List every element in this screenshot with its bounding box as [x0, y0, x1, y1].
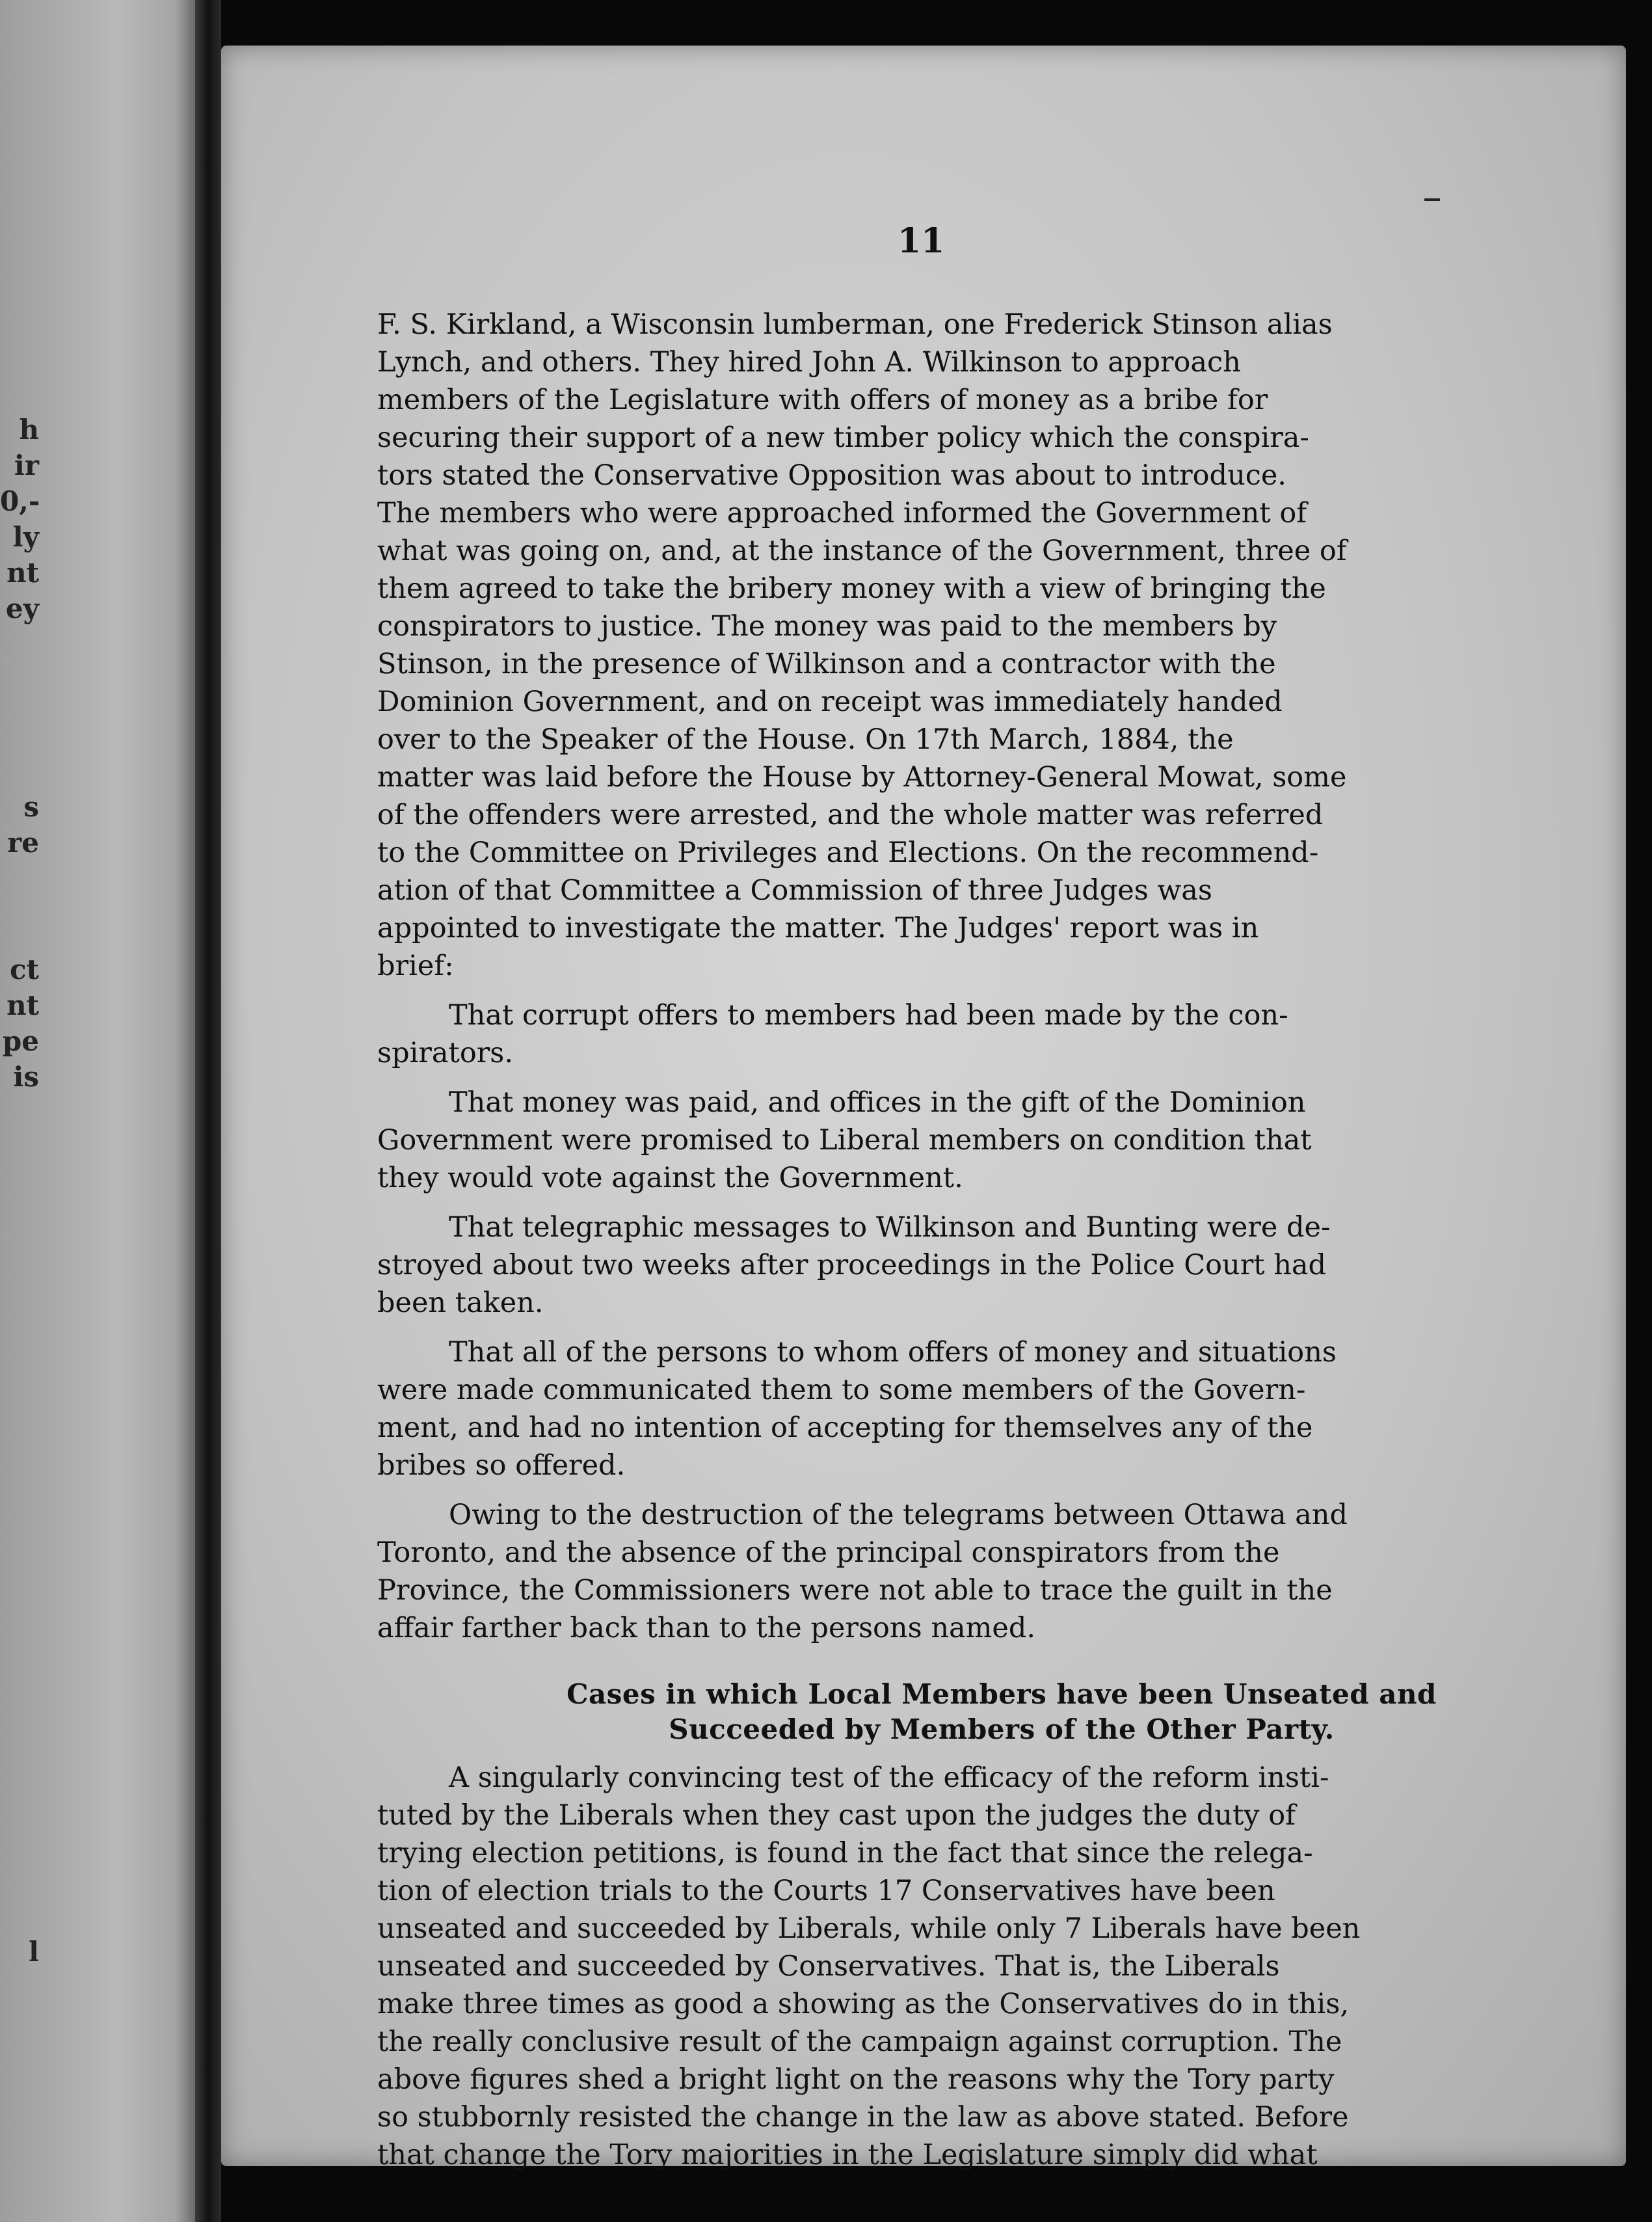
text-line: over to the Speaker of the House. On 17th March, 1884, the — [377, 723, 1234, 756]
paragraph — [377, 1084, 1626, 1197]
facing-page-fragment: nt — [7, 557, 39, 589]
paragraph — [377, 306, 1626, 985]
facing-page-fragment: 0,- — [0, 485, 40, 517]
facing-page-fragment: h — [19, 414, 39, 446]
text-line: members of the Legislature with offers of money as a bribe for — [377, 384, 1268, 416]
paragraph — [377, 1759, 1626, 2174]
text-line: tors stated the Conservative Opposition was about to introduce. — [377, 459, 1286, 492]
text-line: conspirators to justice. The money was paid to the members by — [377, 610, 1277, 643]
text-line: F. S. Kirkland, a Wisconsin lumberman, one Frederick Stinson alias — [377, 308, 1333, 341]
text-line: Owing to the destruction of the telegrams between Ottawa and — [449, 1499, 1348, 1531]
text-line: Government were promised to Liberal members on condition that — [377, 1124, 1312, 1157]
text-line: above figures shed a bright light on the reasons why the Tory party — [377, 2063, 1335, 2096]
text-line: affair farther back than to the persons named. — [377, 1612, 1036, 1644]
heading-line: Succeeded by Members of the Other Party. — [669, 1713, 1335, 1745]
text-line: so stubbornly resisted the change in the law as above stated. Before — [377, 2101, 1349, 2134]
facing-page-fragment: ct — [10, 954, 39, 985]
body-text — [377, 306, 1626, 2186]
paragraph — [377, 1333, 1626, 1484]
text-line: them agreed to take the bribery money with a view of bringing the — [377, 572, 1326, 605]
text-line: Toronto, and the absence of the principal conspirators from the — [377, 1536, 1280, 1569]
text-line: stroyed about two weeks after proceedings in the Police Court had — [377, 1249, 1327, 1281]
text-line: Lynch, and others. They hired John A. Wilkinson to approach — [377, 346, 1241, 379]
paragraph — [377, 1496, 1626, 1647]
text-line: securing their support of a new timber policy which the conspira- — [377, 422, 1309, 454]
text-line: trying election petitions, is found in the fact that since the relega- — [377, 1837, 1313, 1869]
text-line: tuted by the Liberals when they cast upon the judges the duty of — [377, 1799, 1296, 1832]
page-number: 11 — [898, 221, 945, 261]
text-line: been taken. — [377, 1287, 544, 1319]
text-line: Stinson, in the presence of Wilkinson and a contractor with the — [377, 648, 1276, 680]
facing-page-fragment: re — [7, 827, 39, 859]
text-line: make three times as good a showing as the Conservatives do in this, — [377, 1988, 1350, 2020]
facing-page-fragment: ey — [5, 593, 39, 624]
text-line: That corrupt offers to members had been made by the con- — [449, 999, 1288, 1032]
facing-page-fragment: ir — [14, 449, 39, 481]
text-line: spirators. — [377, 1037, 513, 1069]
ink-mark — [1424, 198, 1440, 201]
text-line: what was going on, and, at the instance of the Government, three of — [377, 535, 1347, 567]
heading-line: Cases in which Local Members have been Unseated and — [566, 1678, 1437, 1710]
book-gutter — [195, 0, 221, 2222]
facing-page-fragment: ly — [12, 521, 39, 553]
text-line: ation of that Committee a Commission of three Judges was — [377, 874, 1212, 907]
text-line: tion of election trials to the Courts 17 Conservatives have been — [377, 1875, 1275, 1907]
facing-page-fragment: pe — [2, 1025, 39, 1057]
text-line: to the Committee on Privileges and Elections. On the recommend- — [377, 837, 1319, 869]
text-line: The members who were approached informed the Government of — [377, 497, 1307, 529]
text-line: bribes so offered. — [377, 1449, 626, 1482]
text-line: matter was laid before the House by Attorney-General Mowat, some — [377, 761, 1347, 794]
text-line: That telegraphic messages to Wilkinson and Bunting were de- — [449, 1211, 1331, 1244]
text-line: that change the Tory majorities in the Legislature simply did what — [377, 2139, 1318, 2171]
text-line: That all of the persons to whom offers of money and situations — [449, 1336, 1337, 1369]
document-page — [221, 46, 1626, 2171]
text-line: they would vote against the Government. — [377, 1162, 963, 1194]
text-line: ment, and had no intention of accepting for themselves any of the — [377, 1412, 1313, 1444]
paragraph — [377, 1209, 1626, 1322]
text-line: appointed to investigate the matter. The Judges' report was in — [377, 912, 1259, 944]
facing-page-edge — [0, 0, 195, 2222]
facing-page-fragment: s — [23, 791, 39, 823]
text-line: unseated and succeeded by Conservatives. That is, the Liberals — [377, 1950, 1280, 1983]
facing-page-fragment: l — [29, 1936, 39, 1968]
text-line: unseated and succeeded by Liberals, while only 7 Liberals have been — [377, 1912, 1361, 1945]
text-line: A singularly convincing test of the efficacy of the reform insti- — [449, 1761, 1329, 1794]
text-line: Dominion Government, and on receipt was immediately handed — [377, 686, 1283, 718]
facing-page-fragment: is — [13, 1061, 39, 1093]
text-line: Province, the Commissioners were not able to trace the guilt in the — [377, 1574, 1333, 1607]
section-heading — [377, 1677, 1626, 1747]
text-line: the really conclusive result of the campaign against corruption. The — [377, 2026, 1342, 2058]
text-line: were made communicated them to some members of the Govern- — [377, 1374, 1306, 1406]
text-line: of the offenders were arrested, and the whole matter was referred — [377, 799, 1324, 831]
text-line: That money was paid, and offices in the gift of the Dominion — [449, 1086, 1306, 1119]
paragraph — [377, 997, 1626, 1072]
facing-page-fragment: nt — [7, 989, 39, 1021]
text-line: brief: — [377, 950, 454, 982]
